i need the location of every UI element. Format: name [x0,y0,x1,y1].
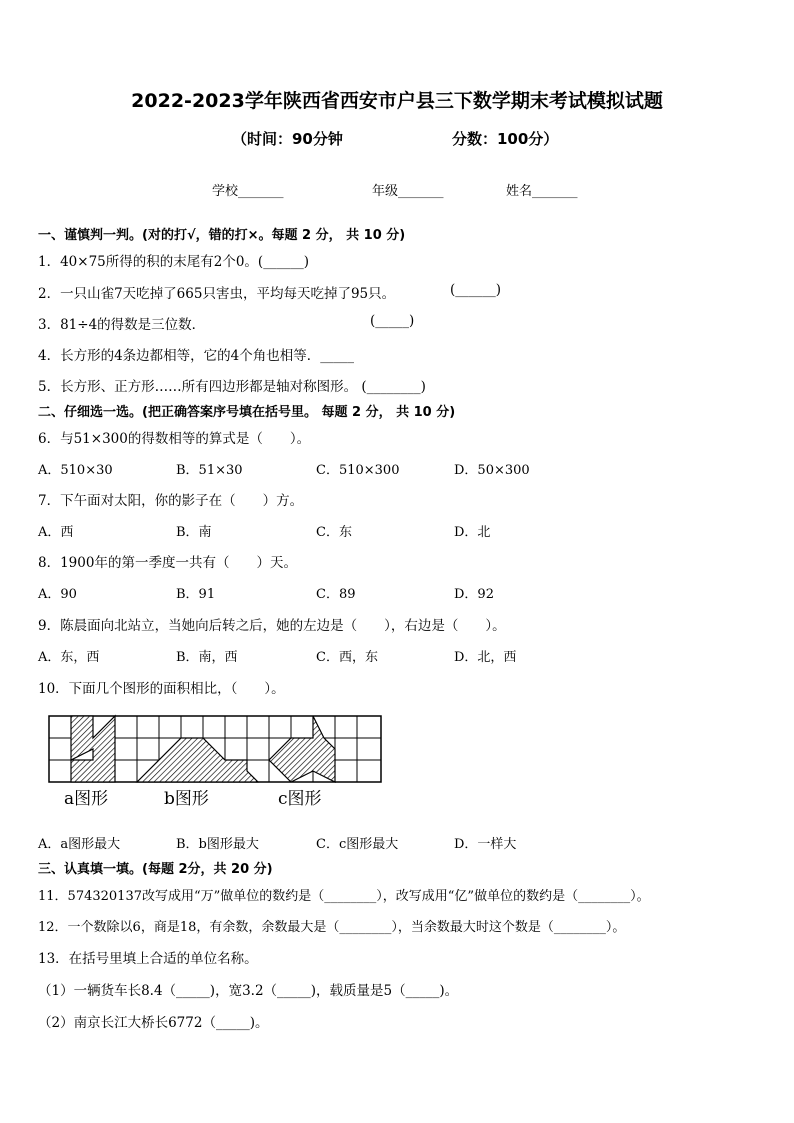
question-3: 3．81÷4的得数是三位数． [38,317,206,333]
question-13-1: （1）一辆货车长8.4（_____)，宽3.2（_____)，载质量是5（_____)。 [38,983,459,999]
question-11: 11．574320137改写成用“万”做单位的数约是（________），改写成用“亿”做单位的数约是（________）。 [38,889,650,904]
q6-option-c[interactable]: C．510×300 [316,463,400,478]
question-6: 6．与51×300的得数相等的算式是（ ）。 [38,431,311,447]
question-10: 10．下面几个图形的面积相比，（ ）。 [38,681,285,697]
q10-option-d[interactable]: D．一样大 [454,837,517,852]
q6-option-a[interactable]: A．510×30 [38,463,113,478]
q8-option-c[interactable]: C．89 [316,587,356,602]
q8-option-b[interactable]: B．91 [176,587,216,602]
question-7: 7．下午面对太阳，你的影子在（ ）方。 [38,493,304,509]
question-9: 9．陈晨面向北站立，当她向后转之后，她的左边是（ ），右边是（ ）。 [38,618,506,634]
section2-heading: 二、仔细选一选。(把正确答案序号填在括号里。 每题 2 分， 共 10 分) [38,405,456,420]
shape-a [71,716,115,782]
question-2-blank[interactable]: (______) [450,282,502,298]
question-13-2: （2）南京长江大桥长6772（_____)。 [38,1015,269,1031]
q10-option-a[interactable]: A．a图形最大 [38,837,121,852]
q7-option-b[interactable]: B．南 [176,525,212,540]
exam-score: 分数：100分） [452,130,559,148]
question-8: 8．1900年的第一季度一共有（ ）天。 [38,555,297,571]
question-2: 2．一只山雀7天吃掉了665只害虫，平均每天吃掉了95只。 [38,286,396,302]
q8-option-d[interactable]: D．92 [454,587,494,602]
figure-b-label: b图形 [164,789,209,809]
q6-option-b[interactable]: B．51×30 [176,463,243,478]
q9-option-c[interactable]: C．西，东 [316,650,378,665]
q10-option-c[interactable]: C．c图形最大 [316,837,399,852]
shape-c [269,716,335,782]
q7-option-c[interactable]: C．东 [316,525,352,540]
section1-heading: 一、谨慎判一判。(对的打√，错的打×。每题 2 分， 共 10 分) [38,228,406,243]
question-4: 4．长方形的4条边都相等，它的4个角也相等．_____ [38,348,355,364]
question-1: 1．40×75所得的积的末尾有2个0。(______) [38,254,309,270]
question-13: 13．在括号里填上合适的单位名称。 [38,951,258,967]
question-12: 12．一个数除以6，商是18，有余数，余数最大是（________），当余数最大时这个数是（________）。 [38,920,626,935]
q7-option-d[interactable]: D．北 [454,525,491,540]
name-field[interactable]: 姓名_______ [506,184,578,199]
figure-c-label: c图形 [278,789,322,809]
q7-option-a[interactable]: A．西 [38,525,74,540]
q10-area-figure [46,714,386,814]
grade-field[interactable]: 年级_______ [372,184,444,199]
q8-option-a[interactable]: A．90 [38,587,77,602]
q9-option-b[interactable]: B．南，西 [176,650,238,665]
q9-option-a[interactable]: A．东，西 [38,650,100,665]
q10-option-b[interactable]: B．b图形最大 [176,837,259,852]
question-3-blank[interactable]: (_____) [370,313,415,329]
figure-a-label: a图形 [64,789,109,809]
exam-time: （时间：90分钟 [232,130,343,148]
q6-option-d[interactable]: D．50×300 [454,463,530,478]
school-field[interactable]: 学校_______ [212,184,284,199]
question-5: 5．长方形、正方形……所有四边形都是轴对称图形。 (________) [38,379,426,395]
page-title: 2022-2023学年陕西省西安市户县三下数学期末考试模拟试题 [131,90,663,112]
section3-heading: 三、认真填一填。(每题 2分，共 20 分) [38,862,273,877]
q9-option-d[interactable]: D．北，西 [454,650,517,665]
